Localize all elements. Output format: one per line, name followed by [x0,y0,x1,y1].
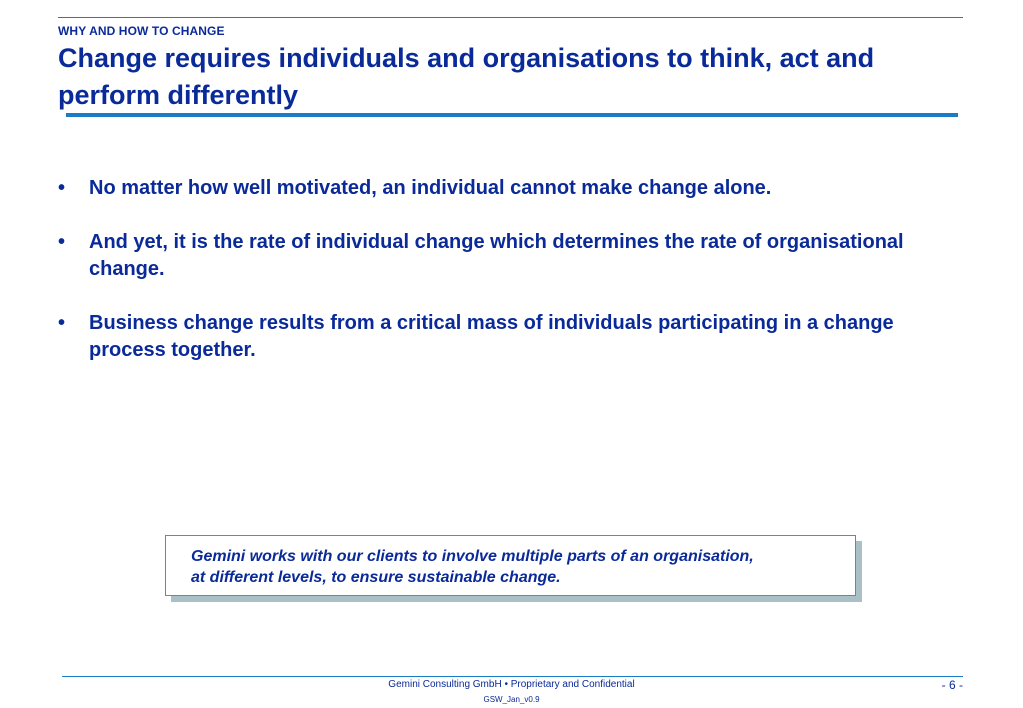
callout-box [165,535,856,596]
section-label: WHY AND HOW TO CHANGE [58,24,225,38]
footer-company: Gemini Consulting GmbH • Proprietary and Confidential [388,679,635,690]
slide-title: Change requires individuals and organisations to think, act and perform differently [58,43,875,110]
bullet-item [58,229,958,283]
bullet-marker: • [58,177,66,199]
bullet-marker: • [58,231,66,253]
bullet-text: Business change results from a critical mass of individuals participating in a change process together. [89,312,894,361]
bullet-text: And yet, it is the rate of individual change which determines the rate of organisational change. [89,231,904,280]
bullet-item [58,175,958,202]
page-number: - 6 - [941,678,963,692]
top-divider [58,17,963,18]
bullet-marker: • [58,312,66,334]
bullet-text: No matter how well motivated, an individual cannot make change alone. [89,177,772,199]
callout-text: Gemini works with our clients to involve multiple parts of an organisation, at different levels, to ensure sustainable change. [191,548,754,586]
footer-divider [62,676,963,677]
title-underline [66,113,958,117]
bullet-list [58,175,958,391]
footer-version: GSW_Jan_v0.9 [483,695,540,704]
bullet-item [58,310,958,364]
